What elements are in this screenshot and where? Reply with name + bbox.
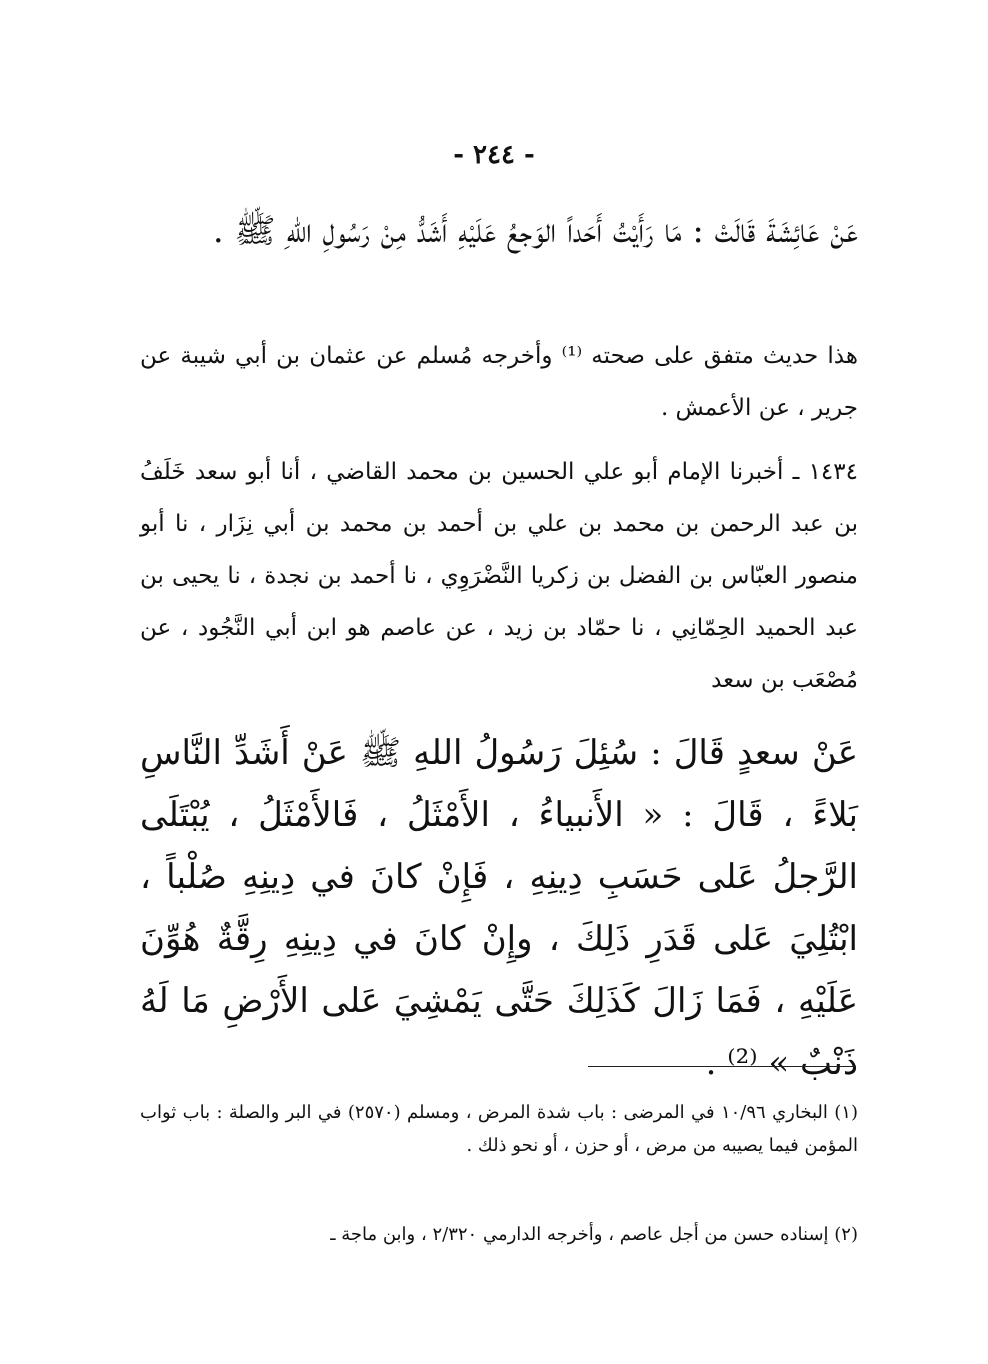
hadith-text-2: عَنْ سعدٍ قَالَ : سُئِلَ رَسُولُ اللهِ ﷺ عَنْ أَشَدِّ النَّاسِ بَلاءً ، قَالَ : « الأَنبياءُ ، الأَمْثَلُ ، فَالأَمْثَلُ ، يُبْتَلَى الرَّجلُ عَلى حَسَبِ دِينِهِ ، فَإِنْ كانَ في دِينِهِ صُلْباً ، ابْتُلِيَ عَلى قَدَرِ ذَلِكَ ، وإِنْ كانَ في دِينِهِ رِقَّةٌ هُوِّنَ عَلَيْهِ ، فَمَا زَالَ كَذَلِكَ حَتَّى يَمْشِيَ عَلى الأَرْضِ مَا لَهُ ذَنْبٌ » ⁽²⁾ . bbox=[140, 733, 858, 1083]
footnote-divider bbox=[588, 1066, 856, 1067]
footnote-2: (٢) إسناده حسن من أجل عاصم ، وأخرجه الدارمي ٢/٣٢٠ ، وابن ماجة ـ bbox=[330, 1224, 858, 1245]
hadith-text-1: عَنْ عَائِشَةَ قَالَتْ : مَا رَأَيْتُ أَحَداً الوَجعُ عَلَيْهِ أَشَدُّ مِنْ رَسُولِ اللهِ ﷺ . bbox=[212, 211, 858, 251]
isnad-1434: ١٤٣٤ ـ أخبرنا الإمام أبو علي الحسين بن محمد القاضي ، أنا أبو سعد خَلَفُ بن عبد الرحمن بن محمد بن علي بن أحمد بن محمد بن أبي نِزَار ، نا أبو منصور العبّاس بن الفضل بن زكريا النَّضْرَوِي ، نا أحمد بن نجدة ، نا يحيى بن عبد الحميد الحِمّانِي ، نا حمّاد بن زيد ، عن عاصم هو ابن أبي النَّجُود ، عن مُصْعَب بن سعد bbox=[140, 459, 858, 693]
page-number: - ٢٤٤ - bbox=[453, 140, 535, 170]
commentary-1: هذا حديث متفق على صحته ⁽¹⁾ وأخرجه مُسلم عن عثمان بن أبي شيبة عن جرير ، عن الأعمش . bbox=[140, 343, 859, 421]
footnote-1: (١) البخاري ١٠/٩٦ في المرضى : باب شدة المرض ، ومسلم (٢٥٧٠) في البر والصلة : باب ثواب المؤمن فيما يصيبه من مرض ، أو حزن ، أو نحو ذلك . bbox=[140, 1102, 858, 1156]
